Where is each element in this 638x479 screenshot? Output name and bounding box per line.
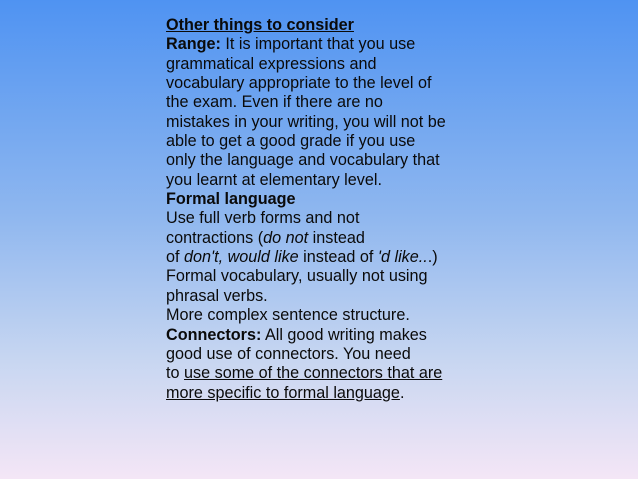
formal-line-3-italic-1: don't, would like (184, 248, 299, 267)
formal-line-2-italic: do not (263, 228, 309, 247)
range-line-2: grammatical expressions and (166, 54, 377, 73)
range-line-7: only the language and vocabulary that (166, 151, 440, 170)
connectors-link-part-1: use some of the connectors that are (184, 364, 443, 383)
formal-line-2-post: instead (308, 228, 365, 247)
connectors-line-3-pre: to (166, 364, 184, 383)
slide-text-block (166, 16, 486, 403)
formal-label-line (166, 190, 486, 209)
connectors-line-4 (166, 384, 486, 403)
formal-line-3-post: .) (427, 248, 438, 267)
formal-line-2 (166, 229, 486, 248)
connectors-line-3 (166, 364, 486, 383)
connectors-line-2: good use of connectors. You need (166, 344, 411, 363)
range-label: Range: (166, 35, 221, 54)
formal-line-1: Use full verb forms and not (166, 209, 360, 228)
range-line-6: able to get a good grade if you use (166, 132, 416, 151)
connectors-line-4-post: . (399, 383, 405, 402)
formal-line-2-pre: contractions ( (166, 228, 264, 247)
formal-line-4: Formal vocabulary, usually not using (166, 267, 428, 286)
formal-line-6: More complex sentence structure. (166, 306, 410, 325)
formal-line-3 (166, 248, 486, 267)
formal-line-5: phrasal verbs. (166, 286, 268, 305)
heading: Other things to consider (166, 16, 354, 34)
connectors-link-part-2: more specific to formal language (166, 383, 400, 402)
connectors-text-1: All good writing makes (261, 325, 427, 344)
connectors-line-1 (166, 326, 486, 345)
range-line-5: mistakes in your writing, you will not be (166, 112, 446, 131)
formal-line-3-mid: instead of (298, 248, 378, 267)
heading-line (166, 16, 486, 35)
formal-line-3-pre: of (166, 248, 184, 267)
range-line-3: vocabulary appropriate to the level of (166, 74, 432, 93)
formal-line-3-italic-2: 'd like.. (377, 248, 428, 267)
connectors-label: Connectors: (166, 325, 262, 344)
range-line-4: the exam. Even if there are no (166, 93, 383, 112)
range-text-1: It is important that you use (220, 35, 416, 54)
range-line-1 (166, 35, 486, 54)
range-line-8: you learnt at elementary level. (166, 170, 382, 189)
formal-label: Formal language (166, 190, 296, 209)
